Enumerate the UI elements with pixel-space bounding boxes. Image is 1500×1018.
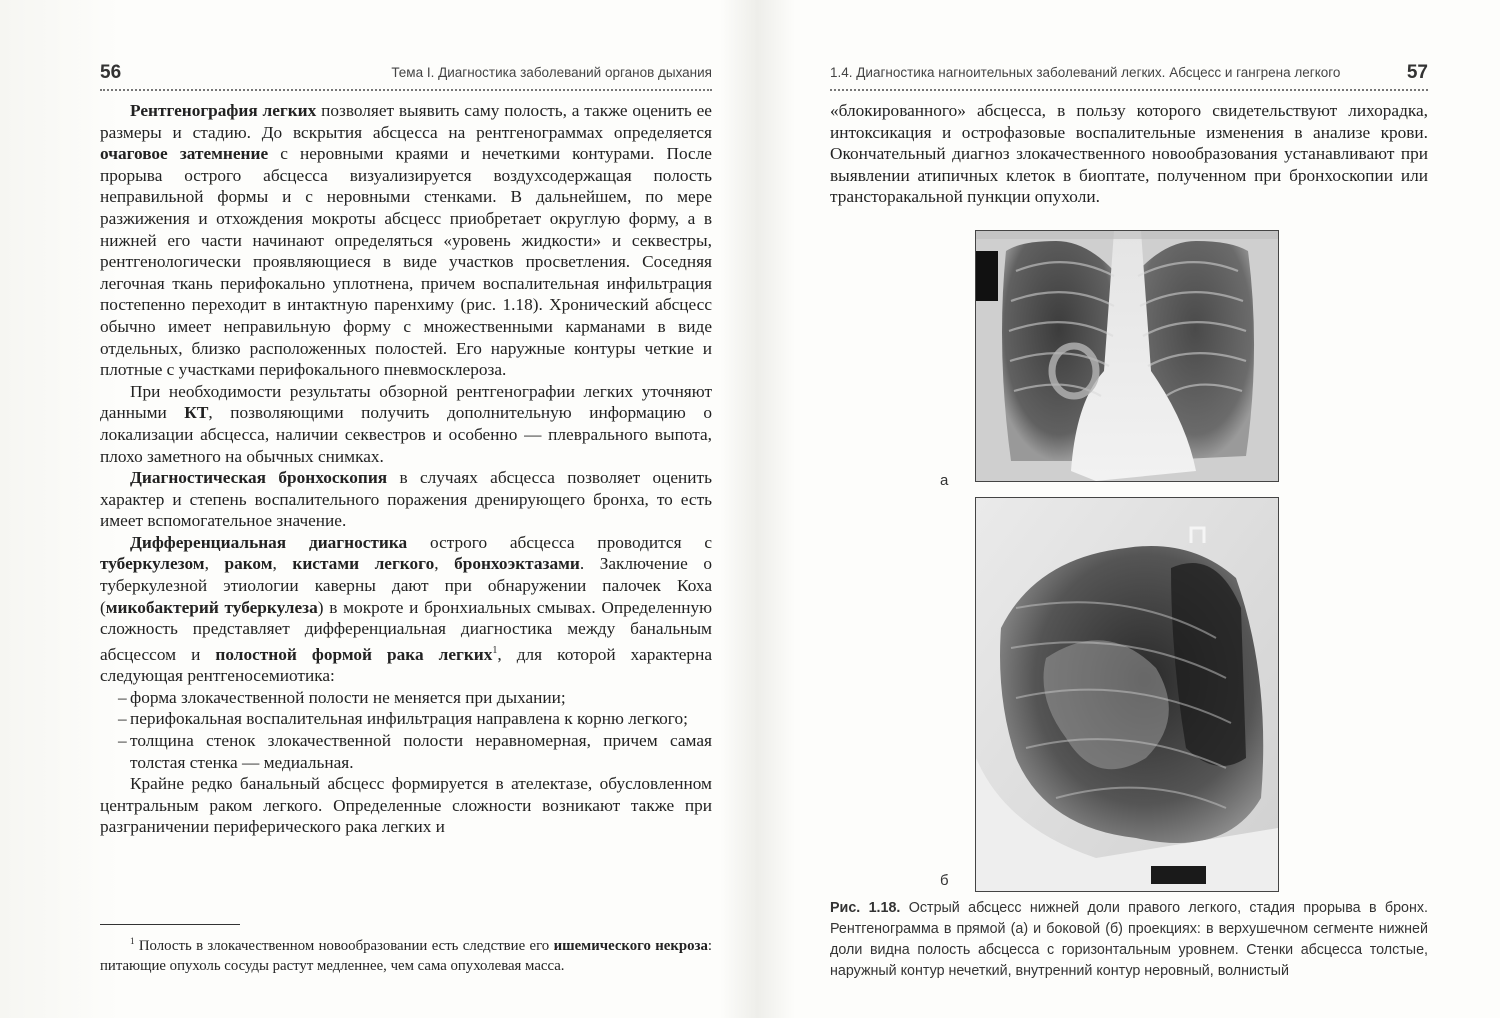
figure-caption xyxy=(830,898,1428,982)
text-span: , позволяющими получить дополнительную информацию о локализации абсцесса, наличии секвестров и особенно — плеврального выпота, плохо заметного на обычных снимках. xyxy=(100,403,713,466)
text-span: : питающие опухоль сосуды растут медленнее, чем сама опухолевая масса. xyxy=(100,937,712,974)
term-focal-shadow: очаговое затемнение xyxy=(100,144,269,164)
term-radiography: Рентгенография легких xyxy=(130,101,317,120)
paragraph-radiography xyxy=(100,100,712,381)
text-span: , xyxy=(272,554,293,574)
term-mycobacteria: микобактерий туберкулеза xyxy=(105,597,318,617)
left-page xyxy=(100,0,712,1018)
xray-frontal-image xyxy=(975,230,1279,482)
text-span: Полость в злокачественном новообразовании есть следствие его xyxy=(134,937,554,954)
running-title-left: Тема I. Диагностика заболеваний органов дыхания xyxy=(391,65,712,80)
term-cysts: кистами легкого xyxy=(292,554,435,574)
paragraph-ct xyxy=(100,381,712,467)
text-span: , для которой характерна следующая рентгеносемиотика: xyxy=(100,644,712,686)
list-item: – перифокальная воспалительная инфильтрация направлена к корню легкого; xyxy=(100,708,712,730)
term-bronchoscopy: Диагностическая бронхоскопия xyxy=(130,468,388,488)
footnote-rule xyxy=(100,924,240,925)
xray-lateral-drawing xyxy=(976,498,1278,891)
left-body-text xyxy=(100,100,712,838)
text-span: , xyxy=(204,554,225,574)
list-item: – форма злокачественной полости не меняется при дыхании; xyxy=(100,687,712,709)
term-ct: КТ xyxy=(184,403,209,423)
text-span: острого абсцесса проводится с xyxy=(407,532,712,552)
text-span: в случаях абсцесса позволяет оценить характер и степень воспалительного поражения дренирующего бронха, то есть имеет вспомогательное значение. xyxy=(100,468,712,531)
image-label-a: а xyxy=(940,472,949,489)
paragraph-atelectasis: Крайне редко банальный абсцесс формируется в ателектазе, обусловленном центральным раком легкого. Определенные сложности возникают также при разграничении периферического рака легких и xyxy=(100,774,712,837)
list-item: – толщина стенок злокачественной полости неравномерная, причем самая толстая стенка — медиальная. xyxy=(100,730,712,773)
footnote-ref[interactable]: 1 xyxy=(492,644,498,656)
text-span: При необходимости результаты обзорной рентгенографии легких уточняют данными xyxy=(100,381,712,423)
term-differential: Дифференциальная диагностика xyxy=(130,532,408,552)
paragraph-differential xyxy=(100,532,712,687)
term-cancer: раком xyxy=(224,554,273,574)
header-dotted-rule-left xyxy=(100,89,712,91)
page-number-right: 57 xyxy=(1406,62,1428,83)
footnote xyxy=(100,931,712,976)
text-span: ) в мокроте и бронхиальных смывах. Определенную сложность представляет дифференциальная диагностика между банальным абсцессом и xyxy=(100,597,712,664)
header-dotted-rule-right xyxy=(830,89,1428,91)
xray-frontal-drawing xyxy=(976,231,1278,481)
text-span: позволяет выявить саму полость, а также оценить ее размеры и стадию. До вскрытия абсцесса на рентгенограммах определяется xyxy=(100,101,712,142)
figure-number: Рис. 1.18. xyxy=(830,900,901,916)
term-tb: туберкулезом xyxy=(100,554,205,574)
footnote-mark: 1 xyxy=(130,936,135,946)
xray-lateral-image xyxy=(975,497,1279,892)
paragraph-bronchoscopy xyxy=(100,467,712,532)
semiotics-list xyxy=(100,687,712,773)
text-span: с неровными краями и нечеткими контурами. После прорыва острого абсцесса визуализируется воздухсодержащая полость неправильной формы и с неровными стенками. В дальнейшем, по мере разжижения и отхождения мокроты абсцесс приобретает округлую форму, а в нижней его части начинают определяться «уровень жидкости» и секвестры, рентгенологически проявляющиеся в виде участков просветления. Соседняя легочная ткань перифокально уплотнена, причем воспалительная инфильтрация постепенно переходит в интактную паренхиму (рис. 1.18). Хронический абсцесс обычно имеет неправильную форму с множественными карманами в виде отдельных, близко расположенных полостей. Его наружные контуры четкие и плотные с участками перифокального пневмосклероза. xyxy=(100,144,712,380)
term-ischemic-necrosis: ишемического некроза xyxy=(553,937,708,954)
image-label-b: б xyxy=(940,872,949,889)
running-header-right xyxy=(830,60,1428,84)
page-number-left: 56 xyxy=(100,62,122,83)
running-title-right: 1.4. Диагностика нагноительных заболеваний легких. Абсцесс и гангрена легкого xyxy=(830,65,1341,80)
right-body-text xyxy=(830,100,1428,208)
paragraph-blocked-abscess: «блокированного» абсцесса, в пользу которого свидетельствуют лихорадка, интоксикация и острофазовые воспалительные изменения в анализе крови. Окончательный диагноз злокачественного новообразования устанавливают при выявлении атипичных клеток в биоптате, полученном при бронхоскопии или трансторакальной пункции опухоли. xyxy=(830,101,1428,207)
running-header-left xyxy=(100,60,712,84)
term-cavitary-cancer: полостной формой рака легких xyxy=(215,644,493,664)
term-bronchiectasis: бронхоэктазами xyxy=(454,554,580,574)
text-span: . Заключение о туберкулезной этиологии каверны дают при обнаружении палочек Коха ( xyxy=(100,554,712,617)
caption-text: Острый абсцесс нижней доли правого легкого, стадия прорыва в бронх. Рентгенограмма в прямой (а) и боковой (б) проекциях: в верхушечном сегменте нижней доли видна полость абсцесса с горизонтальным уровнем. Стенки абсцесса толстые, наружный контур нечеткий, внутренний контур неровный, волнистый xyxy=(830,900,1428,979)
text-span: , xyxy=(434,554,455,574)
